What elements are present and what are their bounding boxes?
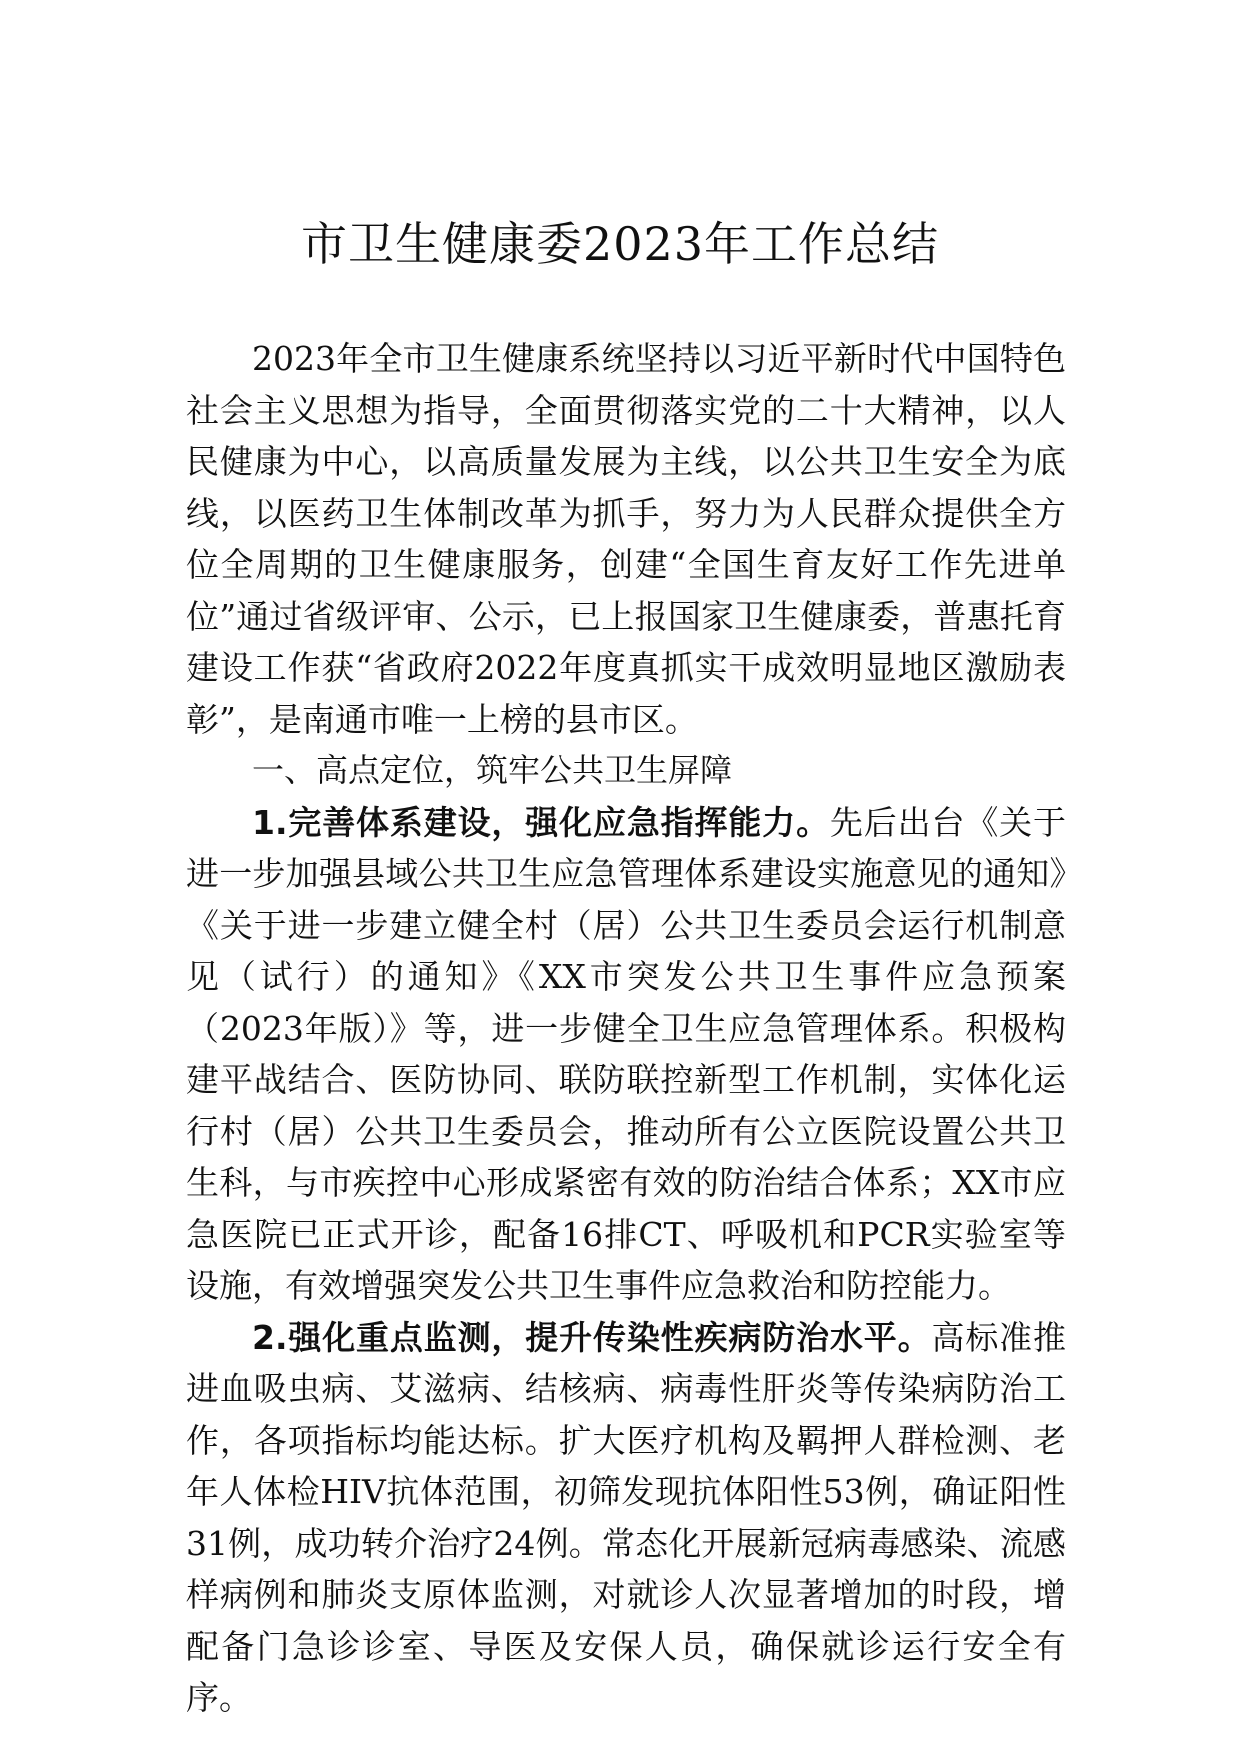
item-lead-2: 2.强化重点监测，提升传染性疾病防治水平。 [252, 1317, 932, 1357]
item-text-1: 先后出台《关于进一步加强县域公共卫生应急管理体系建设实施意见的通知》《关于进一步建立健全村（居）公共卫生委员会运行机制意见（试行）的通知》《XX市突发公共卫生事件应急预案（2023年版）》等，进一步健全卫生应急管理体系。积极构建平战结合、医防协同、联防联控新型工作机制，实体化运行村（居）公共卫生委员会，推动所有公立医院设置公共卫生科，与市疾控中心形成紧密有效的防治结合体系；XX市应急医院已正式开诊，配备16排CT、呼吸机和PCR实验室等设施，有效增强突发公共卫生事件应急救治和防控能力。 [186, 802, 1067, 1305]
section-heading: 一、高点定位，筑牢公共卫生屏障 [252, 751, 733, 789]
item-text-2: 高标准推进血吸虫病、艾滋病、结核病、病毒性肝炎等传染病防治工作，各项指标均能达标。扩大医疗机构及羁押人群检测、老年人体检HIV抗体范围，初筛发现抗体阳性53例，确证阳性31例，成功转介治疗24例。常态化开展新冠病毒感染、流感样病例和肺炎支原体监测，对就诊人次显著增加的时段，增配备门急诊诊室、导医及安保人员，确保就诊运行安全有序。 [186, 1317, 1067, 1717]
item-paragraph-1 [186, 797, 1066, 1312]
document-title: 市卫生健康委2023年工作总结 [300, 217, 940, 271]
intro-paragraph: 2023年全市卫生健康系统坚持以习近平新时代中国特色社会主义思想为指导，全面贯彻落实党的二十大精神，以人民健康为中心，以高质量发展为主线，以公共卫生安全为底线，以医药卫生体制改革为抓手，努力为人民群众提供全方位全周期的卫生健康服务，创建“全国生育友好工作先进单位”通过省级评审、公示，已上报国家卫生健康委，普惠托育建设工作获“省政府2022年度真抓实干成效明显地区激励表彰”，是南通市唯一上榜的县市区。 [186, 339, 1066, 739]
item-lead-1: 1.完善体系建设，强化应急指挥能力。 [252, 802, 830, 842]
item-paragraph-2 [186, 1312, 1066, 1724]
document-body [186, 333, 1066, 1724]
